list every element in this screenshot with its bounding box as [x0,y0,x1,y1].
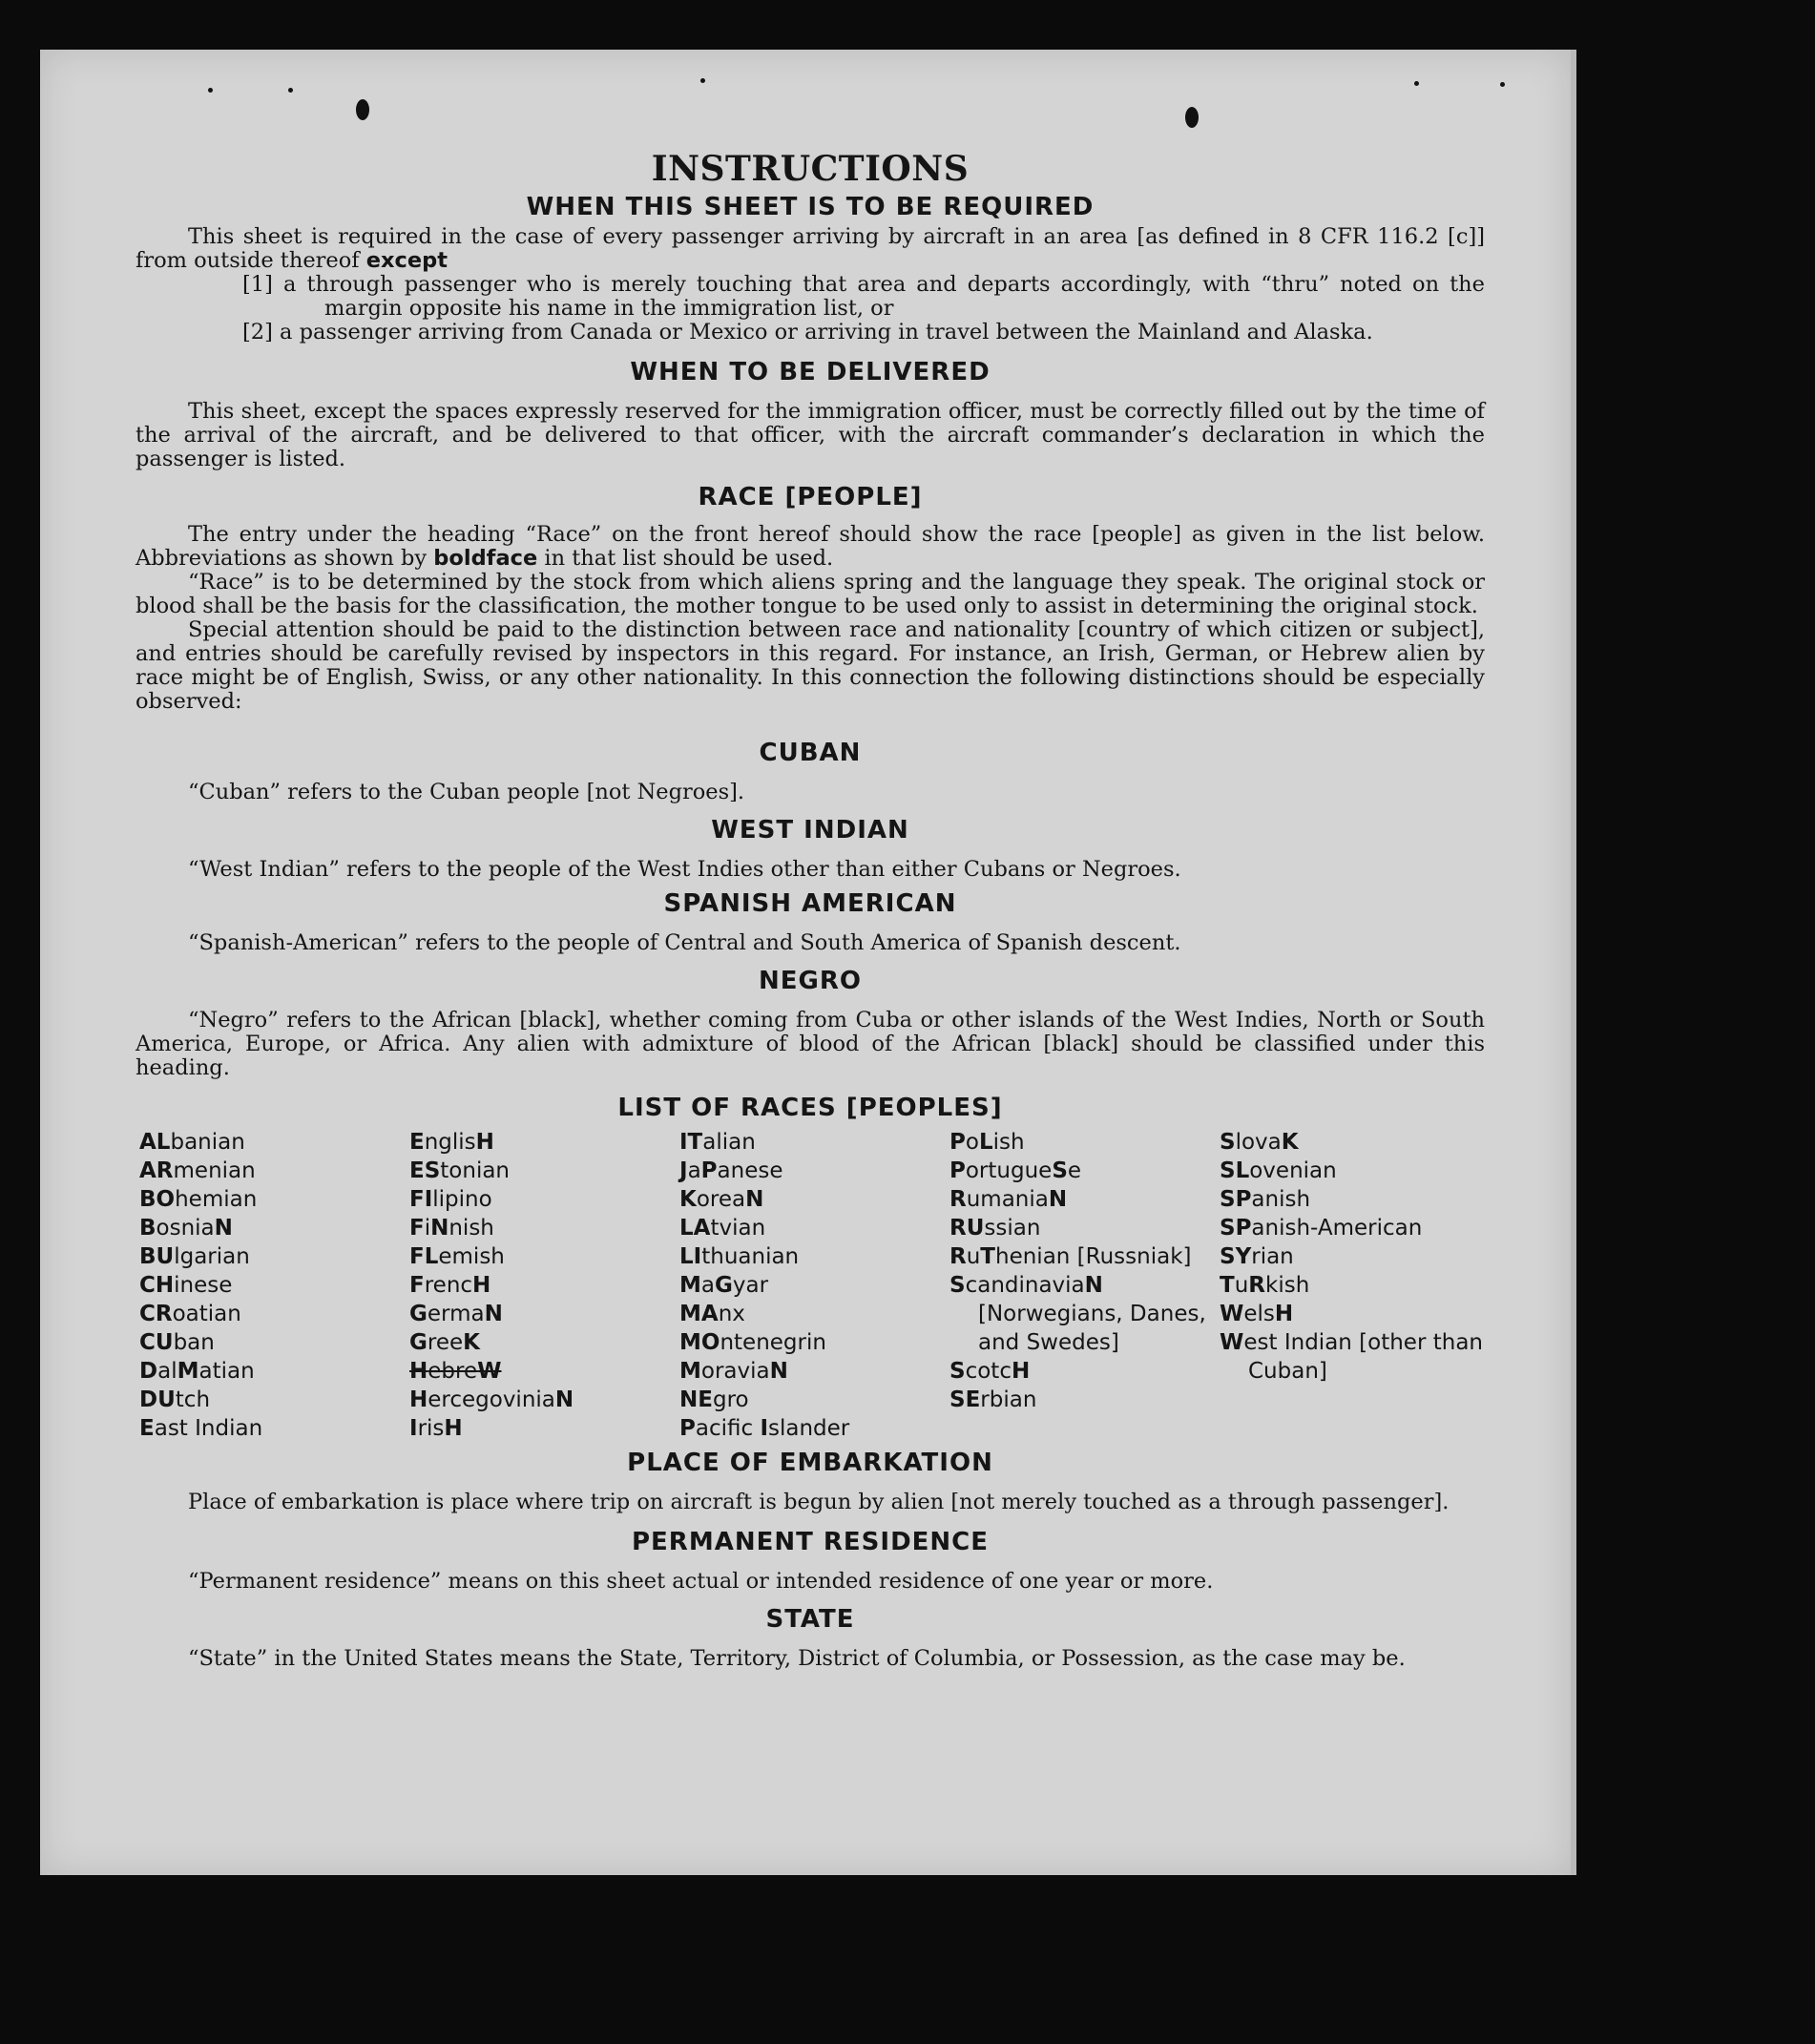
race-entry: NEgro [679,1387,749,1412]
races-column [949,1128,1220,1443]
race-entry: GermaN [409,1302,503,1326]
race-entry: SLovenian [1220,1158,1337,1183]
races-column [1220,1128,1490,1443]
race-entry: MOntenegrin [679,1330,826,1355]
race-entry: PoLish [949,1130,1025,1155]
cuban-text: “Cuban” refers to the Cuban people [not Negroes]. [188,780,745,804]
race-entry: SPanish-American [1220,1216,1423,1241]
race-paragraph-2: “Race” is to be determined by the stock from which aliens spring and the language they speak. The original stock or blood shall be the basis for the classification, the mother tongue to be used only to assist in determining the original stock. [136,570,1485,618]
race-entry: MoraviaN [679,1359,788,1384]
race-entry: JaPanese [679,1158,783,1183]
race-entry: BOhemian [139,1187,258,1212]
race-entry: CHinese [139,1273,233,1298]
race-entry: RumaniaN [949,1187,1068,1212]
race-entry: Pacific Islander [679,1416,850,1441]
heading-permanent-residence: PERMANENT RESIDENCE [631,1528,990,1556]
race-entry: GreeK [409,1330,480,1355]
heading-list-of-races: LIST OF RACES [PEOPLES] [617,1094,1003,1122]
race-entry: RUssian [949,1216,1041,1241]
race-entry: East Indian [139,1416,263,1441]
permanent-residence-text: “Permanent residence” means on this sheet actual or intended residence of one year or more. [188,1569,1214,1594]
race-entry: SErbian [949,1387,1037,1412]
race-entry: SPanish [1220,1187,1311,1212]
races-column [139,1128,409,1443]
race-entry: ScotcH [949,1359,1031,1384]
race-entry: CRoatian [139,1302,241,1326]
heading-when-delivered: WHEN TO BE DELIVERED [630,358,991,386]
negro-text: “Negro” refers to the African [black], whether coming from Cuba or other islands of the West Indies, North or South America, Europe, or Africa. Any alien with admixture of blood of the African [black] should be classified under this heading. [136,1008,1485,1080]
race-entry: ITalian [679,1130,756,1155]
race-paragraph-1: The entry under the heading “Race” on the front hereof should show the race [people] as given in the list below. Abbreviations as shown by boldface in that list should be used. [136,522,1485,571]
race-entry: DalMatian [139,1359,255,1384]
race-entry: MaGyar [679,1273,769,1298]
races-column [679,1128,949,1443]
instructions-body [136,145,1485,1671]
race-entry: West Indian [other than Cuban] [1220,1330,1483,1384]
race-entry: MAnx [679,1302,745,1326]
heading-embarkation: PLACE OF EMBARKATION [627,1449,993,1477]
race-entry: RuThenian [Russniak] [949,1244,1192,1269]
race-entry: ARmenian [139,1158,256,1183]
heading-negro: NEGRO [759,967,862,995]
race-entry: HercegoviniaN [409,1387,574,1412]
races-list [139,1128,1485,1443]
west-indian-text: “West Indian” refers to the people of the West Indies other than either Cubans or Negroes. [188,857,1181,882]
race-entry: FLemish [409,1244,505,1269]
heading-when-required: WHEN THIS SHEET IS TO BE REQUIRED [526,193,1095,221]
speck [700,78,705,83]
races-column [409,1128,679,1443]
embarkation-text: Place of embarkation is place where trip on aircraft is begun by alien [not merely touched as a through passenger]. [188,1490,1450,1514]
race-entry: FIlipino [409,1187,492,1212]
race-entry: BosniaN [139,1216,233,1241]
race-entry: DUtch [139,1387,211,1412]
race-entry: FrencH [409,1273,491,1298]
race-entry: CUban [139,1330,215,1355]
race-entry: PortugueSe [949,1158,1082,1183]
punch-hole [1185,107,1199,128]
speck [208,88,213,93]
when-required-item-1: [1] a through passenger who is merely touching that area and departs accordingly, with “thru” noted on the margin opposite his name in the immigration list, or [242,272,1485,321]
document-page [40,50,1571,1875]
heading-spanish-american: SPANISH AMERICAN [663,889,957,918]
race-entry: LAtvian [679,1216,766,1241]
race-entry: IrisH [409,1416,463,1441]
race-entry: TuRkish [1220,1273,1310,1298]
punch-hole [356,99,369,120]
when-delivered-text: This sheet, except the spaces expressly reserved for the immigration officer, must be correctly filled out by the time of the arrival of the aircraft, and be delivered to that officer, with the aircraft commander’s declaration in which the passenger is listed. [136,399,1485,471]
state-text: “State” in the United States means the State, Territory, District of Columbia, or Possession, as the case may be. [188,1646,1406,1671]
heading-cuban: CUBAN [759,739,862,767]
when-required-intro: This sheet is required in the case of every passenger arriving by aircraft in an area [as defined in 8 CFR 116.2 [c]] from outside thereof except [136,224,1485,273]
race-entry: KoreaN [679,1187,764,1212]
race-entry: WelsH [1220,1302,1294,1326]
race-entry: HebreW [409,1359,502,1384]
race-entry: ALbanian [139,1130,245,1155]
race-entry: SlovaK [1220,1130,1299,1155]
spanish-american-text: “Spanish-American” refers to the people of Central and South America of Spanish descent. [188,930,1181,955]
heading-state: STATE [765,1605,855,1634]
speck [1414,81,1419,86]
race-entry: ScandinaviaN [Norwegians, Danes, and Swedes] [949,1273,1206,1355]
speck [288,88,293,93]
race-entry: SYrian [1220,1244,1294,1269]
speck [1500,82,1505,87]
race-entry: LIthuanian [679,1244,800,1269]
race-entry: BUlgarian [139,1244,250,1269]
heading-west-indian: WEST INDIAN [711,816,909,845]
page-title: INSTRUCTIONS [651,149,970,189]
race-paragraph-3: Special attention should be paid to the distinction between race and nationality [country of which citizen or subject], and entries should be carefully revised by inspectors in this regard. For instance, an Irish, German, or Hebrew alien by race might be of English, Swiss, or any other nationality. In this connection the following distinctions should be especially observed: [136,617,1485,714]
race-entry: FiNnish [409,1216,494,1241]
heading-race: RACE [PEOPLE] [698,483,923,511]
race-entry: EnglisH [409,1130,494,1155]
when-required-item-2: [2] a passenger arriving from Canada or Mexico or arriving in travel between the Mainland and Alaska. [242,320,1373,344]
race-entry: EStonian [409,1158,511,1183]
